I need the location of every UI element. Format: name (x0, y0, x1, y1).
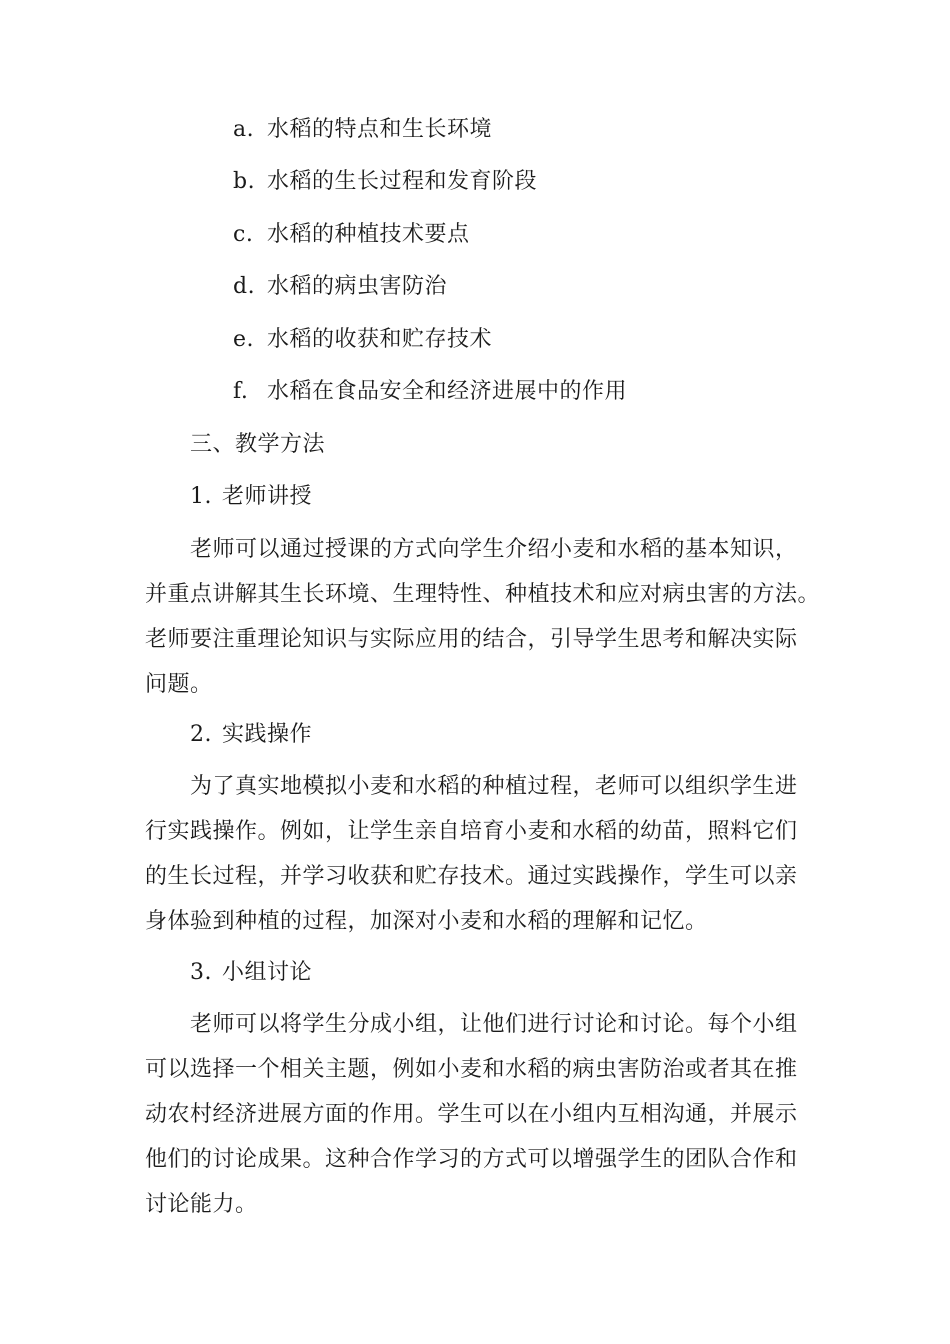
method-number: 1. (190, 484, 212, 509)
method-heading (190, 482, 312, 512)
list-marker: d. (233, 274, 256, 299)
list-item (233, 220, 470, 250)
list-item (233, 167, 537, 197)
list-item-text: 水稻的收获和贮存技术 (267, 327, 493, 352)
method-title: 实践操作 (222, 722, 313, 747)
paragraph-line: 问题。 (145, 672, 213, 697)
paragraph-line: 老师可以将学生分成小组，让他们进行讨论和讨论。每个小组 (190, 1012, 798, 1037)
method-number: 3. (190, 960, 212, 985)
list-item (233, 377, 627, 407)
method-number: 2. (190, 722, 212, 747)
paragraph-line: 老师要注重理论知识与实际应用的结合，引导学生思考和解决实际 (145, 627, 798, 652)
paragraph-line: 为了真实地模拟小麦和水稻的种植过程，老师可以组织学生进 (190, 774, 798, 799)
list-marker: a. (233, 117, 255, 142)
list-item-text: 水稻的种植技术要点 (267, 222, 470, 247)
list-item (233, 272, 447, 302)
list-item-text: 水稻在食品安全和经济进展中的作用 (267, 379, 628, 404)
paragraph-line: 讨论能力。 (145, 1192, 258, 1217)
paragraph-line: 动农村经济进展方面的作用。学生可以在小组内互相沟通，并展示 (145, 1102, 798, 1127)
list-marker: e. (233, 327, 255, 352)
list-item-text: 水稻的生长过程和发育阶段 (267, 169, 538, 194)
list-marker: c. (233, 222, 254, 247)
paragraph-line: 他们的讨论成果。这种合作学习的方式可以增强学生的团队合作和 (145, 1147, 798, 1172)
paragraph-line: 老师可以通过授课的方式向学生介绍小麦和水稻的基本知识， (190, 537, 798, 562)
method-heading (190, 958, 312, 988)
method-heading (190, 720, 312, 750)
paragraph-line: 的生长过程，并学习收获和贮存技术。通过实践操作，学生可以亲 (145, 864, 798, 889)
paragraph-line: 行实践操作。例如，让学生亲自培育小麦和水稻的幼苗，照料它们 (145, 819, 798, 844)
list-item-text: 水稻的病虫害防治 (267, 274, 448, 299)
method-title: 老师讲授 (222, 484, 313, 509)
list-marker: f. (233, 379, 249, 404)
section-heading: 三、教学方法 (190, 432, 326, 457)
method-title: 小组讨论 (222, 960, 313, 985)
list-item (233, 115, 492, 145)
list-item-text: 水稻的特点和生长环境 (267, 117, 493, 142)
list-item (233, 325, 492, 355)
paragraph-line: 可以选择一个相关主题，例如小麦和水稻的病虫害防治或者其在推 (145, 1057, 798, 1082)
paragraph-line: 并重点讲解其生长环境、生理特性、种植技术和应对病虫害的方法。 (145, 582, 821, 607)
list-marker: b. (233, 169, 256, 194)
paragraph-line: 身体验到种植的过程，加深对小麦和水稻的理解和记忆。 (145, 909, 708, 934)
